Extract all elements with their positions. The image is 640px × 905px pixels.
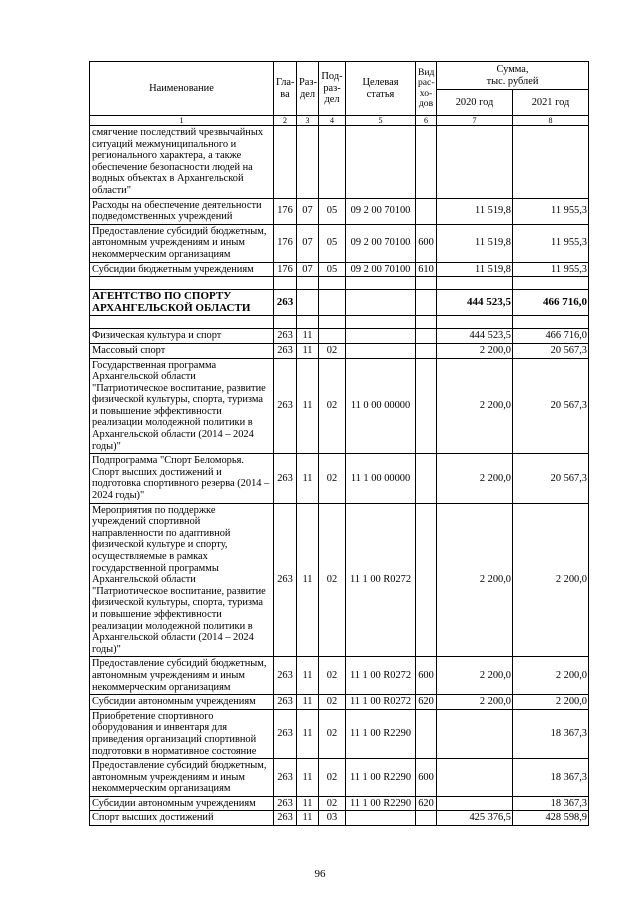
cell-target: 11 1 00 R0272 xyxy=(346,695,416,710)
cell-section: 11 xyxy=(297,343,319,358)
cell-target: 11 1 00 R2290 xyxy=(346,796,416,811)
cell-chapter: 263 xyxy=(274,695,297,710)
cell-target xyxy=(346,811,416,826)
cell-2020: 444 523,5 xyxy=(437,329,513,344)
table-row xyxy=(90,198,589,224)
cell-target xyxy=(346,126,416,199)
cell-target: 09 2 00 70100 xyxy=(346,198,416,224)
cell-expense-type xyxy=(416,290,437,316)
cell-name: АГЕНТСТВО ПО СПОРТУ АРХАНГЕЛЬСКОЙ ОБЛАСТИ xyxy=(90,290,274,316)
cell-chapter xyxy=(274,277,297,290)
cell-target xyxy=(346,277,416,290)
cell-2020: 11 519,8 xyxy=(437,224,513,262)
cell-section xyxy=(297,290,319,316)
cell-target: 11 1 00 R2290 xyxy=(346,709,416,758)
cell-2020: 2 200,0 xyxy=(437,343,513,358)
cell-chapter: 263 xyxy=(274,657,297,695)
cell-expense-type xyxy=(416,126,437,199)
column-index: 7 xyxy=(437,116,513,126)
cell-name: Массовый спорт xyxy=(90,343,274,358)
cell-chapter: 263 xyxy=(274,811,297,826)
column-index: 6 xyxy=(416,116,437,126)
cell-target: 11 1 00 R0272 xyxy=(346,503,416,657)
table-row xyxy=(90,343,589,358)
cell-expense-type: 610 xyxy=(416,262,437,277)
cell-subsection: 02 xyxy=(319,709,346,758)
header-2021: 2021 год xyxy=(513,90,589,116)
column-index: 3 xyxy=(297,116,319,126)
cell-2021: 466 716,0 xyxy=(513,290,589,316)
cell-2020: 2 200,0 xyxy=(437,454,513,503)
cell-section: 07 xyxy=(297,262,319,277)
table-row xyxy=(90,126,589,199)
column-index: 8 xyxy=(513,116,589,126)
cell-subsection: 02 xyxy=(319,343,346,358)
table-row xyxy=(90,277,589,290)
cell-subsection: 02 xyxy=(319,657,346,695)
page-number: 96 xyxy=(314,868,326,880)
cell-2021: 18 367,3 xyxy=(513,759,589,797)
cell-2020: 2 200,0 xyxy=(437,657,513,695)
cell-2021: 11 955,3 xyxy=(513,262,589,277)
cell-target xyxy=(346,329,416,344)
cell-name xyxy=(90,316,274,329)
cell-subsection xyxy=(319,316,346,329)
table-row xyxy=(90,695,589,710)
cell-2020: 11 519,8 xyxy=(437,262,513,277)
cell-2021: 11 955,3 xyxy=(513,224,589,262)
cell-chapter: 263 xyxy=(274,329,297,344)
cell-2021: 20 567,3 xyxy=(513,343,589,358)
cell-subsection: 05 xyxy=(319,224,346,262)
cell-subsection: 02 xyxy=(319,454,346,503)
cell-name: Мероприятия по поддержке учреждений спортивной направленности по адаптивной физической культуре и спорту, осуществляемые в рамках государственной программы Архангельской области "Патриотическое воспитание, развитие физической культуры, спорта, туризма и повышение эффективности реализации молодежной политики в Архангельской области (2014 – 2024 годы)" xyxy=(90,503,274,657)
cell-chapter: 263 xyxy=(274,709,297,758)
column-index: 4 xyxy=(319,116,346,126)
cell-target xyxy=(346,316,416,329)
header-chapter: Гла- ва xyxy=(274,62,297,116)
cell-target: 11 0 00 00000 xyxy=(346,358,416,454)
cell-section xyxy=(297,277,319,290)
header-name: Наименование xyxy=(90,62,274,116)
cell-name: Предоставление субсидий бюджетным, автономным учреждениям и иным некоммерческим организациям xyxy=(90,657,274,695)
cell-chapter: 263 xyxy=(274,759,297,797)
table-row xyxy=(90,503,589,657)
cell-2021 xyxy=(513,126,589,199)
cell-expense-type: 600 xyxy=(416,657,437,695)
cell-section: 11 xyxy=(297,759,319,797)
table-row xyxy=(90,796,589,811)
cell-expense-type: 600 xyxy=(416,224,437,262)
cell-target xyxy=(346,343,416,358)
table-row xyxy=(90,759,589,797)
cell-2021: 18 367,3 xyxy=(513,709,589,758)
cell-expense-type xyxy=(416,316,437,329)
table-row xyxy=(90,290,589,316)
table-row xyxy=(90,811,589,826)
cell-target xyxy=(346,290,416,316)
column-index: 5 xyxy=(346,116,416,126)
column-index: 1 xyxy=(90,116,274,126)
column-index: 2 xyxy=(274,116,297,126)
cell-chapter: 263 xyxy=(274,796,297,811)
cell-chapter: 176 xyxy=(274,224,297,262)
cell-chapter: 263 xyxy=(274,358,297,454)
cell-section: 11 xyxy=(297,329,319,344)
cell-2020 xyxy=(437,759,513,797)
cell-subsection: 03 xyxy=(319,811,346,826)
cell-name: Государственная программа Архангельской области "Патриотическое воспитание, развитие физической культуры, спорта, туризма и повышение эффективности реализации молодежной политики в Архангельской области (2014 – 2024 годы)" xyxy=(90,358,274,454)
cell-2021 xyxy=(513,277,589,290)
cell-name: Расходы на обеспечение деятельности подведомственных учреждений xyxy=(90,198,274,224)
cell-target: 11 1 00 R2290 xyxy=(346,759,416,797)
cell-2020: 11 519,8 xyxy=(437,198,513,224)
cell-expense-type xyxy=(416,358,437,454)
table-row xyxy=(90,224,589,262)
cell-2020 xyxy=(437,277,513,290)
cell-name: Субсидии бюджетным учреждениям xyxy=(90,262,274,277)
cell-name: Предоставление субсидий бюджетным, автономным учреждениям и иным некоммерческим организациям xyxy=(90,224,274,262)
table-row xyxy=(90,454,589,503)
cell-subsection xyxy=(319,290,346,316)
cell-subsection xyxy=(319,277,346,290)
cell-2020 xyxy=(437,126,513,199)
cell-subsection xyxy=(319,329,346,344)
cell-2020 xyxy=(437,709,513,758)
cell-expense-type xyxy=(416,329,437,344)
cell-chapter: 176 xyxy=(274,262,297,277)
cell-expense-type xyxy=(416,709,437,758)
cell-chapter xyxy=(274,126,297,199)
cell-subsection: 02 xyxy=(319,796,346,811)
header-section: Раз- дел xyxy=(297,62,319,116)
table-row xyxy=(90,657,589,695)
cell-2020: 425 376,5 xyxy=(437,811,513,826)
table-row xyxy=(90,709,589,758)
header-sum: Сумма, тыс. рублей xyxy=(437,62,589,90)
table-row xyxy=(90,329,589,344)
cell-subsection: 02 xyxy=(319,695,346,710)
cell-name: Субсидии автономным учреждениям xyxy=(90,695,274,710)
cell-expense-type xyxy=(416,454,437,503)
cell-section: 11 xyxy=(297,796,319,811)
cell-section: 11 xyxy=(297,709,319,758)
cell-subsection: 02 xyxy=(319,358,346,454)
cell-chapter: 263 xyxy=(274,454,297,503)
cell-section: 11 xyxy=(297,695,319,710)
cell-section: 07 xyxy=(297,224,319,262)
table-row xyxy=(90,358,589,454)
header-expense-type: Вид рас- хо- дов xyxy=(416,62,437,116)
cell-subsection: 05 xyxy=(319,198,346,224)
cell-target: 11 1 00 R0272 xyxy=(346,657,416,695)
cell-expense-type: 620 xyxy=(416,695,437,710)
cell-2021: 466 716,0 xyxy=(513,329,589,344)
header-target: Целевая статья xyxy=(346,62,416,116)
cell-2021: 2 200,0 xyxy=(513,695,589,710)
header-subsection: Под- раз- дел xyxy=(319,62,346,116)
cell-2020: 2 200,0 xyxy=(437,503,513,657)
cell-section: 11 xyxy=(297,811,319,826)
cell-2021: 20 567,3 xyxy=(513,358,589,454)
cell-2020 xyxy=(437,316,513,329)
cell-2020: 444 523,5 xyxy=(437,290,513,316)
cell-subsection: 05 xyxy=(319,262,346,277)
table-row xyxy=(90,262,589,277)
cell-expense-type: 620 xyxy=(416,796,437,811)
cell-name xyxy=(90,277,274,290)
cell-2021: 11 955,3 xyxy=(513,198,589,224)
cell-2021: 20 567,3 xyxy=(513,454,589,503)
header-2020: 2020 год xyxy=(437,90,513,116)
cell-chapter: 263 xyxy=(274,503,297,657)
cell-section: 11 xyxy=(297,454,319,503)
cell-expense-type xyxy=(416,198,437,224)
cell-subsection xyxy=(319,126,346,199)
cell-2020 xyxy=(437,796,513,811)
cell-2021: 428 598,9 xyxy=(513,811,589,826)
table-row xyxy=(90,316,589,329)
cell-section: 11 xyxy=(297,503,319,657)
cell-2021: 18 367,3 xyxy=(513,796,589,811)
cell-2021: 2 200,0 xyxy=(513,657,589,695)
cell-expense-type xyxy=(416,343,437,358)
cell-subsection: 02 xyxy=(319,759,346,797)
cell-target: 11 1 00 00000 xyxy=(346,454,416,503)
cell-name: Физическая культура и спорт xyxy=(90,329,274,344)
cell-name: Предоставление субсидий бюджетным, автономным учреждениям и иным некоммерческим организациям xyxy=(90,759,274,797)
cell-section: 11 xyxy=(297,358,319,454)
cell-subsection: 02 xyxy=(319,503,346,657)
cell-chapter xyxy=(274,316,297,329)
cell-section: 11 xyxy=(297,657,319,695)
cell-2021: 2 200,0 xyxy=(513,503,589,657)
cell-2020: 2 200,0 xyxy=(437,358,513,454)
cell-name: Приобретение спортивного оборудования и инвентаря для приведения организаций спортивной подготовки в нормативное состояние xyxy=(90,709,274,758)
cell-chapter: 263 xyxy=(274,290,297,316)
cell-target: 09 2 00 70100 xyxy=(346,262,416,277)
cell-name: Подпрограмма "Спорт Беломорья. Спорт высших достижений и подготовка спортивного резерва (2014 – 2024 годы)" xyxy=(90,454,274,503)
cell-expense-type xyxy=(416,503,437,657)
cell-section: 07 xyxy=(297,198,319,224)
cell-name: Субсидии автономным учреждениям xyxy=(90,796,274,811)
cell-2021 xyxy=(513,316,589,329)
cell-chapter: 176 xyxy=(274,198,297,224)
cell-expense-type xyxy=(416,277,437,290)
cell-chapter: 263 xyxy=(274,343,297,358)
cell-name: смягчение последствий чрезвычайных ситуаций межмуниципального и регионального характера, а также обеспечение безопасности людей на водных объектах в Архангельской области" xyxy=(90,126,274,199)
cell-section xyxy=(297,126,319,199)
cell-target: 09 2 00 70100 xyxy=(346,224,416,262)
cell-name: Спорт высших достижений xyxy=(90,811,274,826)
budget-table xyxy=(89,61,589,826)
cell-expense-type xyxy=(416,811,437,826)
column-index-row xyxy=(90,116,589,126)
cell-2020: 2 200,0 xyxy=(437,695,513,710)
cell-section xyxy=(297,316,319,329)
cell-expense-type: 600 xyxy=(416,759,437,797)
